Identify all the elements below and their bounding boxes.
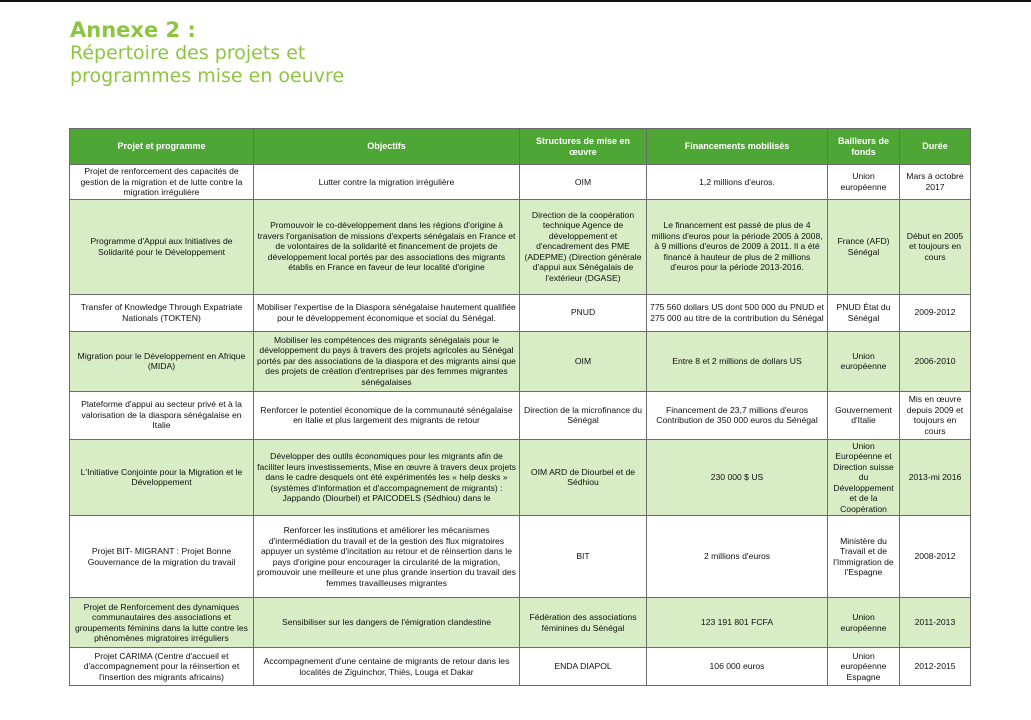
- cell-donors: Union européenne: [828, 598, 900, 648]
- cell-structures: BIT: [520, 516, 647, 598]
- cell-objectives: Lutter contre la migration irrégulière: [254, 165, 520, 200]
- cell-project: Programme d'Appui aux Initiatives de Solidarité pour le Développement: [70, 199, 254, 294]
- cell-funding: 106 000 euros: [647, 648, 828, 686]
- annex-title-line-2: programmes mise en oeuvre: [70, 65, 345, 87]
- cell-project: Projet de Renforcement des dynamiques communautaires des associations et groupements féminins dans la lutte contre les phénomènes migratoires irréguliers: [70, 598, 254, 648]
- cell-funding: 123 191 801 FCFA: [647, 598, 828, 648]
- cell-project: Plateforme d'appui au secteur privé et à la valorisation de la diaspora sénégalaise en Italie: [70, 391, 254, 439]
- cell-project: Projet de renforcement des capacités de gestion de la migration et de lutte contre la migration irrégulière: [70, 165, 254, 200]
- cell-donors: Gouvernement d'Italie: [828, 391, 900, 439]
- cell-objectives: Promouvoir le co-développement dans les régions d'origine à travers l'organisation de missions d'experts sénégalais en France et de volontaires de la solidarité et financement de projets de développement local portés par des associations des migrants établis en France en faveur de leur localité d'origine: [254, 199, 520, 294]
- table-header-row: [70, 129, 971, 165]
- table-row: [70, 598, 971, 648]
- cell-funding: 1,2 millions d'euros.: [647, 165, 828, 200]
- projects-table: [69, 128, 971, 686]
- cell-funding: Le financement est passé de plus de 4 millions d'euros pour la période 2005 à 2008, à 9 millions d'euros de 2009 à 2011. Il a été financé à hauteur de plus de 2 millions d'euros pour la période 2013-2016.: [647, 199, 828, 294]
- annex-title-line-1: Répertoire des projets et: [70, 42, 306, 64]
- cell-donors: Union européenne: [828, 331, 900, 391]
- cell-structures: Fédération des associations féminines du Sénégal: [520, 598, 647, 648]
- col-header-duration: Durée: [900, 129, 971, 165]
- table-row: [70, 516, 971, 598]
- table-row: [70, 199, 971, 294]
- cell-objectives: Développer des outils économiques pour les migrants afin de faciliter leurs investissements, Mise en œuvre à travers deux projets dans le cadre desquels ont été expérimentés les « help desks » (systèmes d'information et d'accompagnement de migrants) : Jappando (Diourbel) et PAICODELS (Sédhiou) dans le: [254, 439, 520, 516]
- cell-structures: OIM ARD de Diourbel et de Sédhiou: [520, 439, 647, 516]
- cell-project: Projet BIT- MIGRANT : Projet Bonne Gouvernance de la migration du travail: [70, 516, 254, 598]
- table-row: [70, 165, 971, 200]
- cell-duration: Début en 2005 et toujours en cours: [900, 199, 971, 294]
- col-header-project: Projet et programme: [70, 129, 254, 165]
- cell-duration: 2009-2012: [900, 294, 971, 331]
- cell-objectives: Accompagnement d'une centaine de migrants de retour dans les localités de Ziguinchor, Thiès, Louga et Dakar: [254, 648, 520, 686]
- cell-funding: Entre 8 et 2 millions de dollars US: [647, 331, 828, 391]
- cell-structures: OIM: [520, 331, 647, 391]
- cell-donors: Union européenne: [828, 165, 900, 200]
- cell-objectives: Renforcer les institutions et améliorer les mécanismes d'intermédiation du travail et de la gestion des flux migratoires appuyer un système d'incitation au retour et de réinsertion dans le pays d'origine pour encourager la circularité de la migration, promouvoir une meilleure et une plus grande insertion du travail des femmes travailleuses migrantes: [254, 516, 520, 598]
- cell-objectives: Sensibiliser sur les dangers de l'émigration clandestine: [254, 598, 520, 648]
- cell-structures: Direction de la coopération technique Agence de développement et d'encadrement des PME (ADEPME) (Direction générale d'appui aux Sénégalais de l'extérieur (DGASE): [520, 199, 647, 294]
- cell-objectives: Mobiliser les compétences des migrants sénégalais pour le développement du pays à travers des projets agricoles au Sénégal portés par des associations de la diaspora et des migrants ainsi que des projets de création d'entreprises par des femmes migrantes sénégalaises: [254, 331, 520, 391]
- cell-structures: Direction de la microfinance du Sénégal: [520, 391, 647, 439]
- table-row: [70, 294, 971, 331]
- cell-duration: Mis en œuvre depuis 2009 et toujours en cours: [900, 391, 971, 439]
- cell-project: L'Initiative Conjointe pour la Migration et le Développement: [70, 439, 254, 516]
- cell-donors: Union Européenne et Direction suisse du Développement et de la Coopération: [828, 439, 900, 516]
- top-border-line: [0, 0, 1031, 2]
- cell-donors: Ministère du Travail et de l'Immigration de l'Espagne: [828, 516, 900, 598]
- cell-duration: 2006-2010: [900, 331, 971, 391]
- table-row: [70, 648, 971, 686]
- cell-project: Migration pour le Développement en Afrique (MIDA): [70, 331, 254, 391]
- cell-project: Transfer of Knowledge Through Expatriate Nationals (TOKTEN): [70, 294, 254, 331]
- cell-donors: PNUD État du Sénégal: [828, 294, 900, 331]
- annex-number: Annexe 2 :: [70, 18, 196, 42]
- cell-structures: PNUD: [520, 294, 647, 331]
- cell-duration: 2008-2012: [900, 516, 971, 598]
- cell-structures: OIM: [520, 165, 647, 200]
- cell-objectives: Mobiliser l'expertise de la Diaspora sénégalaise hautement qualifiée pour le développement économique et social du Sénégal.: [254, 294, 520, 331]
- col-header-objectives: Objectifs: [254, 129, 520, 165]
- table-row: [70, 391, 971, 439]
- cell-duration: Mars à octobre 2017: [900, 165, 971, 200]
- annex-heading: [70, 18, 344, 88]
- cell-duration: 2012-2015: [900, 648, 971, 686]
- cell-donors: France (AFD) Sénégal: [828, 199, 900, 294]
- cell-funding: 230 000 $ US: [647, 439, 828, 516]
- cell-objectives: Renforcer le potentiel économique de la communauté sénégalaise en Italie et plus largement des migrants de retour: [254, 391, 520, 439]
- cell-funding: 775 560 dollars US dont 500 000 du PNUD et 275 000 au titre de la contribution du Sénégal: [647, 294, 828, 331]
- cell-funding: Financement de 23,7 millions d'euros Contribution de 350 000 euros du Sénégal: [647, 391, 828, 439]
- cell-funding: 2 millions d'euros: [647, 516, 828, 598]
- cell-structures: ENDA DIAPOL: [520, 648, 647, 686]
- col-header-funding: Financements mobilisés: [647, 129, 828, 165]
- cell-duration: 2011-2013: [900, 598, 971, 648]
- col-header-donors: Bailleurs de fonds: [828, 129, 900, 165]
- cell-donors: Union européenne Espagne: [828, 648, 900, 686]
- table-row: [70, 439, 971, 516]
- table-row: [70, 331, 971, 391]
- col-header-structures: Structures de mise en œuvre: [520, 129, 647, 165]
- cell-project: Projet CARIMA (Centre d'accueil et d'accompagnement pour la réinsertion et l'insertion des migrants africains): [70, 648, 254, 686]
- cell-duration: 2013-mi 2016: [900, 439, 971, 516]
